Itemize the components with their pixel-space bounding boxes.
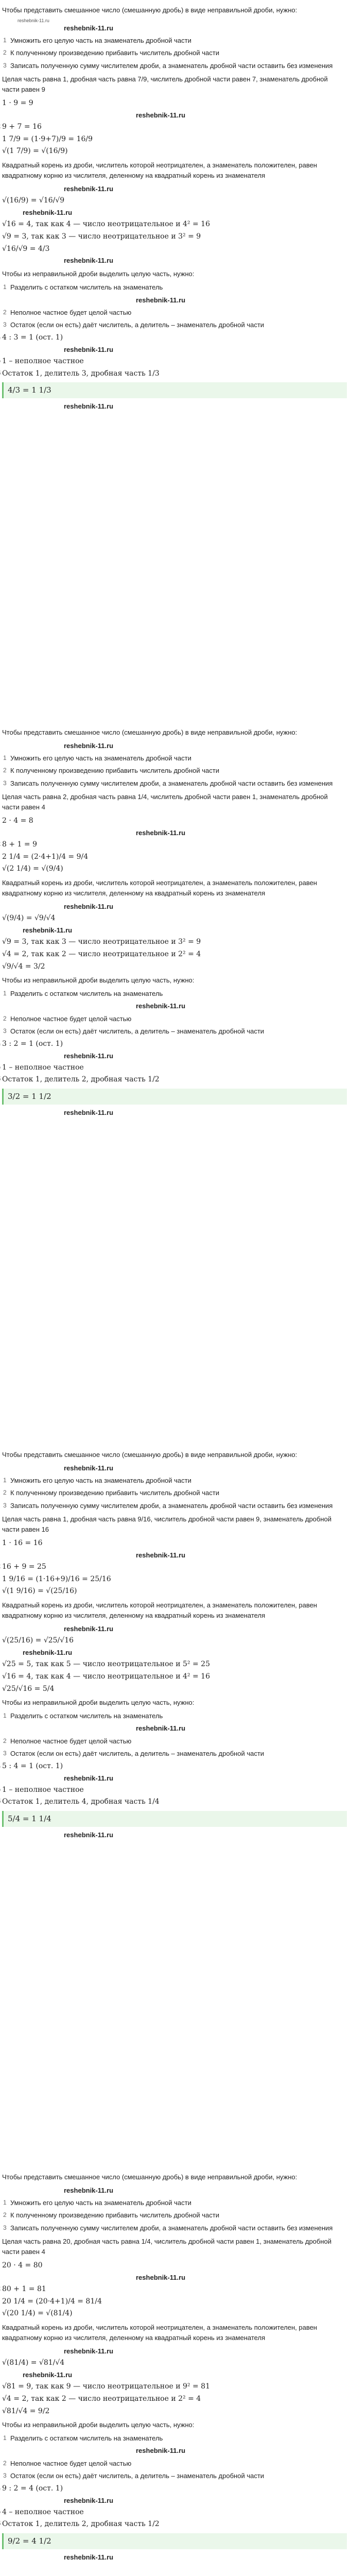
given-text: Целая часть равна 1, дробная часть равна 7/9, числитель дробной части равен 7, знаменатель дробной части равен 9: [2, 75, 328, 93]
calc-line: 3 : 2 = 1 (ост. 1): [2, 1039, 63, 1048]
rule-item: 1 Разделить с остатком числитель на знаменатель: [3, 2434, 163, 2443]
calc-line: 1 · 9 = 9: [2, 98, 33, 107]
calc-line: 1 – неполное частное: [2, 1063, 84, 1072]
math-line: √16 = 4, так как 4 — число неотрицательное и 4² = 16: [2, 220, 210, 229]
given-text: Целая часть равна 20, дробная часть равна 1/4, числитель дробной части равен 1, знаменатель дробной части равен 4: [2, 2237, 332, 2256]
watermark: reshebnik-11.ru: [64, 1464, 114, 1472]
final-answer: 3/2 = 1 1/2: [2, 1089, 347, 1105]
rule-item: 2 Неполное частное будет целой частью: [3, 1737, 132, 1745]
watermark: reshebnik-11.ru: [23, 1648, 73, 1656]
math-line: √16 = 4, так как 4 — число неотрицательное и 4² = 16: [2, 1672, 210, 1681]
watermark: reshebnik-11.ru: [136, 296, 186, 304]
calc-line: Остаток 1, делитель 2, дробная часть 1/2: [2, 2520, 160, 2529]
math-line: √(9/4) = √9/√4: [2, 914, 56, 923]
calc-line: 20 · 4 = 80: [2, 2261, 43, 2269]
rule-item: 1 Умножить его целую часть на знаменатель дробной части: [3, 754, 191, 762]
calc-line: 9 + 7 = 16: [2, 122, 42, 131]
calc-line: Остаток 1, делитель 3, дробная часть 1/3: [2, 369, 160, 378]
calc-line: Остаток 1, делитель 4, дробная часть 1/4: [2, 1798, 160, 1806]
rule-item: 2 К полученному произведению прибавить числитель дробной части: [3, 49, 219, 57]
rule-item: 1 Разделить с остатком числитель на знаменатель: [3, 283, 163, 292]
calc-line: 4 : 3 = 1 (ост. 1): [2, 333, 63, 342]
rule-item: 3 Остаток (если он есть) даёт числитель, а делитель – знаменатель дробной части: [3, 1749, 265, 1757]
watermark: reshebnik-11.ru: [23, 926, 73, 934]
sqrt-rule: Квадратный корень из дроби, числитель которой неотрицателен, а знаменатель положителен, равен квадратному корню из числителя, деленному на квадратный корень из знаменателя: [2, 161, 317, 180]
calc-line: 8 + 1 = 9: [2, 840, 37, 849]
rule-item: 1 Разделить с остатком числитель на знаменатель: [3, 990, 163, 998]
intro-text: Чтобы представить смешанное число (смешанную дробь) в виде неправильной дроби, нужно:: [2, 6, 297, 14]
watermark: reshebnik-11.ru: [136, 828, 186, 837]
watermark: reshebnik-11.ru: [136, 111, 186, 119]
watermark: reshebnik-11.ru: [64, 257, 114, 265]
watermark: reshebnik-11.ru: [136, 1724, 186, 1733]
watermark: reshebnik-11.ru: [64, 345, 114, 353]
math-line: √9/√4 = 3/2: [2, 962, 45, 971]
math-line: √(25/16) = √25/√16: [2, 1636, 74, 1645]
watermark: reshebnik-11.ru: [136, 1551, 186, 1559]
watermark: reshebnik-11.ru: [64, 742, 114, 750]
math-line: √(16/9) = √16/√9: [2, 196, 65, 205]
calc-line: Остаток 1, делитель 2, дробная часть 1/2: [2, 1075, 160, 1084]
rule-item: 3 Записать полученную сумму числителем дроби, а знаменатель дробной части оставить без изменения: [3, 1501, 333, 1510]
improper-rule: Чтобы из неправильной дроби выделить целую часть, нужно:: [2, 1699, 195, 1707]
rule-item: 2 К полученному произведению прибавить числитель дробной части: [3, 1489, 219, 1497]
math-line: √(20 1/4) = √(81/4): [2, 2309, 73, 2318]
watermark: reshebnik-11.ru: [64, 1831, 114, 1839]
given-text: Целая часть равна 2, дробная часть равна 1/4, числитель дробной части равен 1, знаменатель дробной части равен 4: [2, 792, 328, 811]
calc-line: 1 – неполное частное: [2, 357, 84, 365]
rule-item: 1 Умножить его целую часть на знаменатель дробной части: [3, 2199, 191, 2207]
watermark: reshebnik-11.ru: [64, 24, 114, 32]
rule-item: 2 Неполное частное будет целой частью: [3, 308, 132, 316]
sqrt-rule: Квадратный корень из дроби, числитель которой неотрицателен, а знаменатель положителен, равен квадратному корню из числителя, деленному на квадратный корень из знаменателя: [2, 2323, 317, 2342]
watermark: reshebnik-11.ru: [64, 185, 114, 193]
watermark: reshebnik-11.ru: [64, 2187, 114, 2195]
rule-item: 1 Разделить с остатком числитель на знаменатель: [3, 1712, 163, 1720]
rule-item: 2 Неполное частное будет целой частью: [3, 1014, 132, 1023]
math-line: √9 = 3, так как 3 — число неотрицательное и 3² = 9: [2, 938, 201, 946]
watermark: reshebnik-11.ru: [23, 208, 73, 216]
math-line: 1 9/16 = (1·16+9)/16 = 25/16: [2, 1574, 111, 1583]
calc-line: 1 · 16 = 16: [2, 1538, 43, 1547]
math-line: √25 = 5, так как 5 — число неотрицательное и 5² = 25: [2, 1660, 210, 1669]
solution-section-1: [2, 5, 350, 724]
math-line: √16/√9 = 4/3: [2, 244, 50, 253]
intro-text: Чтобы представить смешанное число (смешанную дробь) в виде неправильной дроби, нужно:: [2, 1451, 297, 1459]
calc-line: 4 – неполное частное: [2, 2507, 84, 2516]
math-line: √81 = 9, так как 9 — число неотрицательное и 9² = 81: [2, 2382, 210, 2391]
rule-item: 2 Неполное частное будет целой частью: [3, 2459, 132, 2467]
rule-item: 3 Записать полученную сумму числителем дроби, а знаменатель дробной части оставить без изменения: [3, 779, 333, 787]
watermark: reshebnik-11.ru: [64, 1774, 114, 1782]
intro-text: Чтобы представить смешанное число (смешанную дробь) в виде неправильной дроби, нужно:: [2, 2173, 297, 2181]
math-line: √9 = 3, так как 3 — число неотрицательное и 3² = 9: [2, 232, 201, 241]
math-line: 2 1/4 = (2·4+1)/4 = 9/4: [2, 852, 89, 861]
calc-line: 16 + 9 = 25: [2, 1562, 46, 1571]
rule-item: 1 Умножить его целую часть на знаменатель дробной части: [3, 37, 191, 45]
rule-item: 3 Остаток (если он есть) даёт числитель, а делитель – знаменатель дробной части: [3, 1027, 265, 1035]
watermark-small: reshebnik-11.ru: [18, 18, 49, 24]
math-line: √(1 9/16) = √(25/16): [2, 1587, 77, 1596]
math-line: √81/√4 = 9/2: [2, 2406, 50, 2415]
math-line: √(1 7/9) = √(16/9): [2, 147, 68, 156]
math-line: √(2 1/4) = √(9/4): [2, 865, 63, 873]
calc-line: 2 · 4 = 8: [2, 816, 33, 825]
improper-rule: Чтобы из неправильной дроби выделить целую часть, нужно:: [2, 270, 195, 278]
watermark: reshebnik-11.ru: [64, 1625, 114, 1633]
final-answer: 5/4 = 1 1/4: [2, 1811, 347, 1827]
watermark: reshebnik-11.ru: [64, 402, 114, 411]
improper-rule: Чтобы из неправильной дроби выделить целую часть, нужно:: [2, 2421, 195, 2429]
calc-line: 1 – неполное частное: [2, 1785, 84, 1794]
math-line: 1 7/9 = (1·9+7)/9 = 16/9: [2, 134, 93, 143]
calc-line: 5 : 4 = 1 (ост. 1): [2, 1761, 63, 1770]
math-line: √4 = 2, так как 2 — число неотрицательное и 2² = 4: [2, 2394, 201, 2403]
rule-item: 1 Умножить его целую часть на знаменатель дробной части: [3, 1477, 191, 1485]
math-line: 20 1/4 = (20·4+1)/4 = 81/4: [2, 2297, 102, 2306]
watermark: reshebnik-11.ru: [23, 2370, 73, 2379]
solution-section-3: [2, 1450, 350, 2169]
rule-item: 2 К полученному произведению прибавить числитель дробной части: [3, 767, 219, 775]
watermark: reshebnik-11.ru: [64, 2553, 114, 2562]
rule-item: 3 Остаток (если он есть) даёт числитель, а делитель – знаменатель дробной части: [3, 2471, 265, 2480]
watermark: reshebnik-11.ru: [64, 2496, 114, 2504]
watermark: reshebnik-11.ru: [136, 2273, 186, 2281]
final-answer: 4/3 = 1 1/3: [2, 382, 347, 398]
calc-line: 80 + 1 = 81: [2, 2284, 46, 2293]
given-text: Целая часть равна 1, дробная часть равна 9/16, числитель дробной части равен 9, знаменатель дробной части равен 16: [2, 1515, 332, 1533]
watermark: reshebnik-11.ru: [136, 1002, 186, 1010]
rule-item: 3 Записать полученную сумму числителем дроби, а знаменатель дробной части оставить без изменения: [3, 61, 333, 70]
math-line: √25/√16 = 5/4: [2, 1684, 55, 1693]
watermark: reshebnik-11.ru: [64, 1109, 114, 1117]
watermark: reshebnik-11.ru: [64, 903, 114, 911]
rule-item: 3 Остаток (если он есть) даёт числитель, а делитель – знаменатель дробной части: [3, 320, 265, 329]
math-line: √(81/4) = √81/√4: [2, 2359, 65, 2367]
rule-item: 3 Записать полученную сумму числителем дроби, а знаменатель дробной части оставить без изменения: [3, 2224, 333, 2232]
rule-item: 2 К полученному произведению прибавить числитель дробной части: [3, 2211, 219, 2219]
calc-line: 9 : 2 = 4 (ост. 1): [2, 2484, 63, 2493]
watermark: reshebnik-11.ru: [64, 1052, 114, 1060]
improper-rule: Чтобы из неправильной дроби выделить целую часть, нужно:: [2, 976, 195, 985]
watermark: reshebnik-11.ru: [64, 2347, 114, 2355]
solution-section-4: [2, 2172, 350, 2576]
math-line: √4 = 2, так как 2 — число неотрицательное и 2² = 4: [2, 950, 201, 958]
intro-text: Чтобы представить смешанное число (смешанную дробь) в виде неправильной дроби, нужно:: [2, 728, 297, 736]
sqrt-rule: Квадратный корень из дроби, числитель которой неотрицателен, а знаменатель положителен, равен квадратному корню из числителя, деленному на квадратный корень из знаменателя: [2, 1601, 317, 1620]
watermark: reshebnik-11.ru: [136, 2447, 186, 2455]
solution-section-2: [2, 727, 350, 1447]
final-answer: 9/2 = 4 1/2: [2, 2533, 347, 2549]
sqrt-rule: Квадратный корень из дроби, числитель которой неотрицателен, а знаменатель положителен, равен квадратному корню из числителя, деленному на квадратный корень из знаменателя: [2, 878, 317, 897]
